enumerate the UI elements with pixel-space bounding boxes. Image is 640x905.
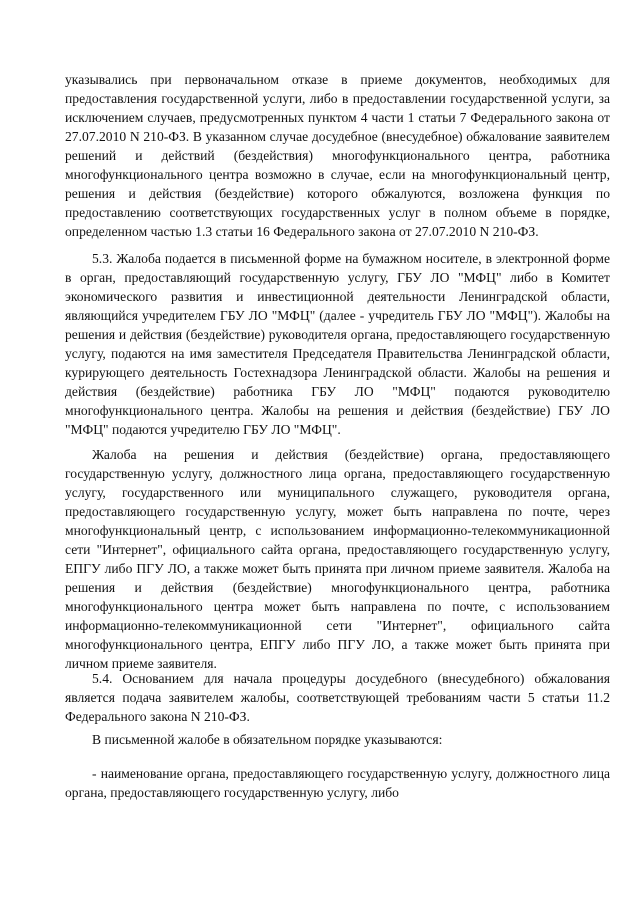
paragraph-complaint-required-contents: В письменной жалобе в обязательном порядке указываются: [92, 732, 443, 747]
paragraph-5-4-appeal-grounds: 5.4. Основанием для начала процедуры досудебного (внесудебного) обжалования является подача заявителем жалобы, соответствующей требованиям части 5 статьи 11.2 Федерального закона N 210-ФЗ. [65, 671, 610, 724]
list-item-authority-name: - наименование органа, предоставляющего государственную услугу, должностного лица органа, предоставляющего государственную услугу, либо [65, 766, 610, 800]
paragraph-complaint-delivery-methods: Жалоба на решения и действия (бездействие) органа, предоставляющего государственную услугу, должностного лица органа, предоставляющего государственную услугу, государственного или муниципального служащего, руководителя органа, предоставляющего государственную услугу, может быть направлена по почте, через многофункциональный центр, с использованием информационно-телекоммуникационной сети "Интернет", официального сайта органа, предоставляющего государственную услугу, ЕПГУ либо ПГУ ЛО, а также может быть принята при личном приеме заявителя. Жалоба на решения и действия (бездействие) многофункционального центра, работника многофункционального центра может быть направлена по почте, с использованием информационно-телекоммуникационной сети "Интернет", официального сайта многофункционального центра, ЕПГУ либо ПГУ ЛО, а также может быть принята при личном приеме заявителя. [65, 447, 610, 671]
paragraph-mfc-appeal-conditions: указывались при первоначальном отказе в приеме документов, необходимых для предоставления государственной услуги, либо в предоставлении государственной услуги, за исключением случаев, предусмотренных пунктом 4 части 1 статьи 7 Федерального закона от 27.07.2010 N 210-ФЗ. В указанном случае досудебное (внесудебное) обжалование заявителем решений и действий (бездействия) многофункционального центра, работника многофункционального центра возможно в случае, если на многофункциональный центр, решения и действия (бездействие) которого обжалуются, возложена функция по предоставлению соответствующих государственных услуг в полном объеме в порядке, определенном частью 1.3 статьи 16 Федерального закона от 27.07.2010 N 210-ФЗ. [65, 72, 610, 239]
paragraph-5-3-complaint-submission: 5.3. Жалоба подается в письменной форме на бумажном носителе, в электронной форме в орган, предоставляющий государственную услугу, ГБУ ЛО "МФЦ" либо в Комитет экономического развития и инвестиционной деятельности Ленинградской области, являющийся учредителем ГБУ ЛО "МФЦ" (далее - учредитель ГБУ ЛО "МФЦ"). Жалобы на решения и действия (бездействие) руководителя органа, предоставляющего государственную услугу, подаются на имя заместителя Председателя Правительства Ленинградской области, курирующего деятельность Гостехнадзора Ленинградской области. Жалобы на решения и действия (бездействие) работника ГБУ ЛО "МФЦ" подаются руководителю многофункционального центра. Жалобы на решения и действия (бездействие) ГБУ ЛО "МФЦ" подаются учредителю ГБУ ЛО "МФЦ". [65, 251, 610, 437]
